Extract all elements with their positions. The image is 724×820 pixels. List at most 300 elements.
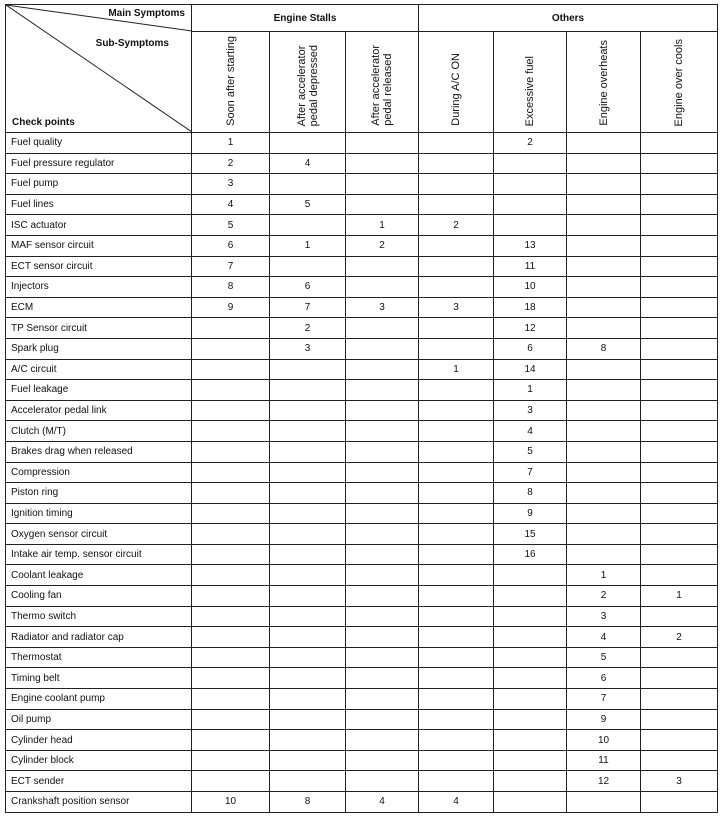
priority-cell: 7 xyxy=(567,689,641,710)
priority-cell xyxy=(270,689,346,710)
priority-cell xyxy=(270,709,346,730)
priority-cell xyxy=(494,194,567,215)
priority-cell: 2 xyxy=(192,153,270,174)
priority-cell xyxy=(346,524,419,545)
priority-cell xyxy=(346,338,419,359)
table-row xyxy=(6,235,718,256)
priority-cell xyxy=(192,586,270,607)
table-row xyxy=(6,153,718,174)
priority-cell xyxy=(270,462,346,483)
table-row xyxy=(6,647,718,668)
priority-cell xyxy=(567,359,641,380)
check-point-label: ISC actuator xyxy=(6,215,192,236)
priority-cell xyxy=(641,544,718,565)
priority-cell xyxy=(192,771,270,792)
priority-cell xyxy=(567,483,641,504)
check-point-label: Radiator and radiator cap xyxy=(6,627,192,648)
table-row xyxy=(6,400,718,421)
priority-cell xyxy=(346,194,419,215)
priority-cell xyxy=(346,441,419,462)
priority-cell xyxy=(567,380,641,401)
priority-cell xyxy=(567,544,641,565)
table-row xyxy=(6,133,718,154)
priority-cell xyxy=(192,462,270,483)
priority-cell: 12 xyxy=(567,771,641,792)
priority-cell xyxy=(346,153,419,174)
priority-cell xyxy=(567,194,641,215)
column-header-excessive-fuel: Excessive fuel xyxy=(494,32,567,133)
priority-cell: 5 xyxy=(270,194,346,215)
check-point-label: ECT sensor circuit xyxy=(6,256,192,277)
priority-cell xyxy=(567,133,641,154)
table-row xyxy=(6,586,718,607)
priority-cell xyxy=(270,215,346,236)
priority-cell xyxy=(419,647,494,668)
column-header-engine-overheats: Engine overheats xyxy=(567,32,641,133)
priority-cell xyxy=(641,524,718,545)
priority-cell xyxy=(192,730,270,751)
table-row xyxy=(6,668,718,689)
check-point-label: Fuel lines xyxy=(6,194,192,215)
priority-cell: 3 xyxy=(419,297,494,318)
priority-cell: 4 xyxy=(419,792,494,813)
priority-cell xyxy=(346,586,419,607)
column-header-soon-after-starting: Soon after starting xyxy=(192,32,270,133)
check-point-label: Cylinder block xyxy=(6,750,192,771)
priority-cell: 2 xyxy=(270,318,346,339)
priority-cell xyxy=(641,338,718,359)
priority-cell xyxy=(346,709,419,730)
priority-cell xyxy=(270,174,346,195)
priority-cell xyxy=(346,483,419,504)
priority-cell xyxy=(641,503,718,524)
priority-cell xyxy=(494,215,567,236)
check-point-label: Oil pump xyxy=(6,709,192,730)
priority-cell: 6 xyxy=(270,277,346,298)
priority-cell: 12 xyxy=(494,318,567,339)
priority-cell xyxy=(419,689,494,710)
priority-cell xyxy=(346,730,419,751)
priority-cell xyxy=(494,771,567,792)
priority-cell: 15 xyxy=(494,524,567,545)
priority-cell xyxy=(641,359,718,380)
priority-cell: 7 xyxy=(270,297,346,318)
table-row xyxy=(6,277,718,298)
priority-cell xyxy=(346,174,419,195)
priority-cell: 1 xyxy=(346,215,419,236)
priority-cell xyxy=(567,524,641,545)
column-header-during-ac-on: During A/C ON xyxy=(419,32,494,133)
priority-cell xyxy=(270,256,346,277)
priority-cell xyxy=(346,565,419,586)
table-row xyxy=(6,689,718,710)
table-row xyxy=(6,483,718,504)
table-row xyxy=(6,194,718,215)
priority-cell: 9 xyxy=(567,709,641,730)
priority-cell xyxy=(494,174,567,195)
priority-cell: 3 xyxy=(346,297,419,318)
table-row xyxy=(6,750,718,771)
priority-cell xyxy=(494,792,567,813)
check-point-label: Timing belt xyxy=(6,668,192,689)
priority-cell xyxy=(192,689,270,710)
table-row xyxy=(6,771,718,792)
priority-cell xyxy=(419,400,494,421)
priority-cell xyxy=(346,400,419,421)
priority-cell xyxy=(192,750,270,771)
priority-cell: 4 xyxy=(567,627,641,648)
priority-cell xyxy=(641,689,718,710)
priority-cell: 10 xyxy=(494,277,567,298)
table-row xyxy=(6,441,718,462)
priority-cell xyxy=(419,565,494,586)
priority-cell xyxy=(641,750,718,771)
priority-cell xyxy=(419,771,494,792)
column-header-engine-over-cools: Engine over cools xyxy=(641,32,718,133)
priority-cell: 2 xyxy=(641,627,718,648)
priority-cell xyxy=(346,750,419,771)
priority-cell xyxy=(494,627,567,648)
priority-cell xyxy=(346,689,419,710)
priority-cell xyxy=(567,215,641,236)
check-point-label: Engine coolant pump xyxy=(6,689,192,710)
priority-cell xyxy=(419,750,494,771)
check-point-label: ECM xyxy=(6,297,192,318)
priority-cell: 3 xyxy=(192,174,270,195)
check-point-label: Ignition timing xyxy=(6,503,192,524)
priority-cell: 16 xyxy=(494,544,567,565)
priority-cell xyxy=(641,441,718,462)
priority-cell xyxy=(270,647,346,668)
priority-cell xyxy=(641,174,718,195)
check-point-label: Cooling fan xyxy=(6,586,192,607)
priority-cell: 1 xyxy=(641,586,718,607)
priority-cell: 4 xyxy=(346,792,419,813)
priority-cell xyxy=(567,462,641,483)
table-row xyxy=(6,297,718,318)
priority-cell xyxy=(419,256,494,277)
table-row xyxy=(6,380,718,401)
priority-cell xyxy=(419,421,494,442)
priority-cell xyxy=(419,668,494,689)
check-point-label: Brakes drag when released xyxy=(6,441,192,462)
column-header-after-pedal-depressed: After accelerator pedal depressed xyxy=(270,32,346,133)
table-row xyxy=(6,524,718,545)
priority-cell xyxy=(192,524,270,545)
priority-cell xyxy=(270,380,346,401)
priority-cell xyxy=(192,483,270,504)
check-point-label: ECT sender xyxy=(6,771,192,792)
priority-cell xyxy=(494,668,567,689)
priority-cell xyxy=(270,483,346,504)
priority-cell: 8 xyxy=(270,792,346,813)
priority-cell: 6 xyxy=(192,235,270,256)
priority-cell: 4 xyxy=(494,421,567,442)
priority-cell: 2 xyxy=(346,235,419,256)
priority-cell xyxy=(270,586,346,607)
table-row xyxy=(6,421,718,442)
main-symptoms-label: Main Symptoms xyxy=(108,8,185,19)
priority-cell: 8 xyxy=(192,277,270,298)
priority-cell xyxy=(192,544,270,565)
priority-cell xyxy=(270,730,346,751)
troubleshooting-table xyxy=(5,4,718,813)
priority-cell xyxy=(419,174,494,195)
priority-cell xyxy=(346,462,419,483)
priority-cell xyxy=(567,256,641,277)
table-row xyxy=(6,627,718,648)
priority-cell: 14 xyxy=(494,359,567,380)
priority-cell xyxy=(419,586,494,607)
table-row xyxy=(6,462,718,483)
priority-cell xyxy=(494,565,567,586)
priority-cell xyxy=(270,503,346,524)
priority-cell xyxy=(567,503,641,524)
priority-cell xyxy=(419,338,494,359)
priority-cell xyxy=(346,606,419,627)
priority-cell: 1 xyxy=(192,133,270,154)
priority-cell xyxy=(641,318,718,339)
priority-cell xyxy=(270,421,346,442)
priority-cell xyxy=(192,338,270,359)
priority-cell xyxy=(346,544,419,565)
table-row xyxy=(6,318,718,339)
priority-cell xyxy=(192,606,270,627)
priority-cell xyxy=(192,359,270,380)
priority-cell xyxy=(192,709,270,730)
priority-cell: 2 xyxy=(494,133,567,154)
priority-cell xyxy=(494,153,567,174)
priority-cell xyxy=(641,565,718,586)
table-row xyxy=(6,565,718,586)
priority-cell xyxy=(419,709,494,730)
check-point-label: MAF sensor circuit xyxy=(6,235,192,256)
priority-cell xyxy=(270,771,346,792)
priority-cell xyxy=(419,606,494,627)
priority-cell xyxy=(270,441,346,462)
priority-cell xyxy=(346,318,419,339)
table-row xyxy=(6,606,718,627)
priority-cell: 4 xyxy=(270,153,346,174)
corner-header-cell xyxy=(6,5,192,133)
priority-cell xyxy=(270,606,346,627)
priority-cell xyxy=(641,483,718,504)
check-point-label: Clutch (M/T) xyxy=(6,421,192,442)
priority-cell xyxy=(641,730,718,751)
priority-cell: 11 xyxy=(567,750,641,771)
priority-cell xyxy=(641,153,718,174)
priority-cell: 4 xyxy=(192,194,270,215)
priority-cell xyxy=(270,565,346,586)
check-point-label: Thermo switch xyxy=(6,606,192,627)
corner-diagonal-lines xyxy=(6,5,192,132)
priority-cell xyxy=(641,133,718,154)
priority-cell xyxy=(641,235,718,256)
priority-cell xyxy=(419,133,494,154)
priority-cell xyxy=(346,133,419,154)
priority-cell xyxy=(641,606,718,627)
priority-cell xyxy=(419,544,494,565)
priority-cell: 10 xyxy=(192,792,270,813)
priority-cell xyxy=(494,709,567,730)
check-point-label: Intake air temp. sensor circuit xyxy=(6,544,192,565)
priority-cell xyxy=(270,544,346,565)
sub-symptoms-label: Sub-Symptoms xyxy=(95,38,169,49)
table-row xyxy=(6,503,718,524)
priority-cell xyxy=(419,503,494,524)
priority-cell: 1 xyxy=(567,565,641,586)
check-point-label: Fuel pressure regulator xyxy=(6,153,192,174)
priority-cell xyxy=(270,400,346,421)
priority-cell: 5 xyxy=(192,215,270,236)
check-point-label: Fuel leakage xyxy=(6,380,192,401)
table-row xyxy=(6,174,718,195)
check-point-label: Coolant leakage xyxy=(6,565,192,586)
table-row xyxy=(6,256,718,277)
priority-cell xyxy=(419,318,494,339)
priority-cell xyxy=(346,421,419,442)
priority-cell xyxy=(567,318,641,339)
priority-cell xyxy=(419,462,494,483)
priority-cell: 3 xyxy=(641,771,718,792)
priority-cell xyxy=(270,668,346,689)
priority-cell xyxy=(270,133,346,154)
table-row xyxy=(6,338,718,359)
check-point-label: A/C circuit xyxy=(6,359,192,380)
priority-cell xyxy=(346,771,419,792)
priority-cell xyxy=(494,606,567,627)
priority-cell: 6 xyxy=(567,668,641,689)
priority-cell xyxy=(419,153,494,174)
table-row xyxy=(6,215,718,236)
check-point-label: Spark plug xyxy=(6,338,192,359)
check-point-label: Thermostat xyxy=(6,647,192,668)
priority-cell xyxy=(346,627,419,648)
priority-cell xyxy=(192,441,270,462)
priority-cell xyxy=(567,277,641,298)
table-row xyxy=(6,544,718,565)
priority-cell: 9 xyxy=(494,503,567,524)
priority-cell xyxy=(641,647,718,668)
priority-cell xyxy=(419,194,494,215)
priority-cell xyxy=(192,503,270,524)
priority-cell xyxy=(494,647,567,668)
priority-cell xyxy=(346,380,419,401)
check-point-label: Oxygen sensor circuit xyxy=(6,524,192,545)
priority-cell xyxy=(192,380,270,401)
priority-cell: 3 xyxy=(270,338,346,359)
priority-cell xyxy=(192,421,270,442)
priority-cell xyxy=(567,400,641,421)
priority-cell: 7 xyxy=(192,256,270,277)
priority-cell xyxy=(641,462,718,483)
priority-cell xyxy=(494,730,567,751)
priority-cell xyxy=(346,503,419,524)
diagnosis-table-container xyxy=(5,4,718,813)
priority-cell: 5 xyxy=(567,647,641,668)
priority-cell xyxy=(346,668,419,689)
check-point-label: Fuel quality xyxy=(6,133,192,154)
priority-cell xyxy=(494,750,567,771)
priority-cell: 1 xyxy=(270,235,346,256)
priority-cell xyxy=(419,235,494,256)
priority-cell xyxy=(641,194,718,215)
priority-cell xyxy=(641,400,718,421)
priority-cell xyxy=(192,400,270,421)
priority-cell: 2 xyxy=(567,586,641,607)
priority-cell xyxy=(567,441,641,462)
priority-cell: 8 xyxy=(494,483,567,504)
check-point-label: Compression xyxy=(6,462,192,483)
priority-cell xyxy=(192,668,270,689)
group-header-engine-stalls: Engine Stalls xyxy=(192,5,419,32)
priority-cell: 13 xyxy=(494,235,567,256)
priority-cell: 7 xyxy=(494,462,567,483)
priority-cell xyxy=(419,730,494,751)
group-header-others: Others xyxy=(419,5,718,32)
priority-cell xyxy=(641,256,718,277)
priority-cell xyxy=(419,483,494,504)
priority-cell xyxy=(494,586,567,607)
priority-cell: 3 xyxy=(567,606,641,627)
priority-cell xyxy=(346,359,419,380)
priority-cell: 3 xyxy=(494,400,567,421)
table-row xyxy=(6,709,718,730)
priority-cell xyxy=(567,792,641,813)
priority-cell xyxy=(346,647,419,668)
priority-cell xyxy=(494,689,567,710)
priority-cell xyxy=(270,750,346,771)
check-point-label: TP Sensor circuit xyxy=(6,318,192,339)
table-row xyxy=(6,730,718,751)
priority-cell xyxy=(567,174,641,195)
priority-cell: 2 xyxy=(419,215,494,236)
table-row xyxy=(6,792,718,813)
priority-cell xyxy=(641,277,718,298)
priority-cell xyxy=(641,709,718,730)
priority-cell: 9 xyxy=(192,297,270,318)
priority-cell xyxy=(192,565,270,586)
priority-cell xyxy=(270,524,346,545)
priority-cell xyxy=(346,277,419,298)
priority-cell xyxy=(346,256,419,277)
priority-cell: 6 xyxy=(494,338,567,359)
check-point-label: Cylinder head xyxy=(6,730,192,751)
priority-cell: 10 xyxy=(567,730,641,751)
priority-cell xyxy=(641,668,718,689)
priority-cell xyxy=(567,297,641,318)
priority-cell xyxy=(567,421,641,442)
column-header-after-pedal-released: After accelerator pedal released xyxy=(346,32,419,133)
priority-cell xyxy=(641,380,718,401)
check-point-label: Piston ring xyxy=(6,483,192,504)
priority-cell xyxy=(419,524,494,545)
priority-cell xyxy=(419,380,494,401)
priority-cell xyxy=(192,627,270,648)
priority-cell: 18 xyxy=(494,297,567,318)
priority-cell xyxy=(641,421,718,442)
priority-cell xyxy=(270,359,346,380)
priority-cell xyxy=(641,215,718,236)
priority-cell xyxy=(641,297,718,318)
priority-cell xyxy=(419,441,494,462)
priority-cell xyxy=(567,235,641,256)
check-points-label: Check points xyxy=(12,117,75,128)
priority-cell xyxy=(192,318,270,339)
priority-cell xyxy=(419,277,494,298)
priority-cell xyxy=(270,627,346,648)
table-body xyxy=(6,133,718,813)
